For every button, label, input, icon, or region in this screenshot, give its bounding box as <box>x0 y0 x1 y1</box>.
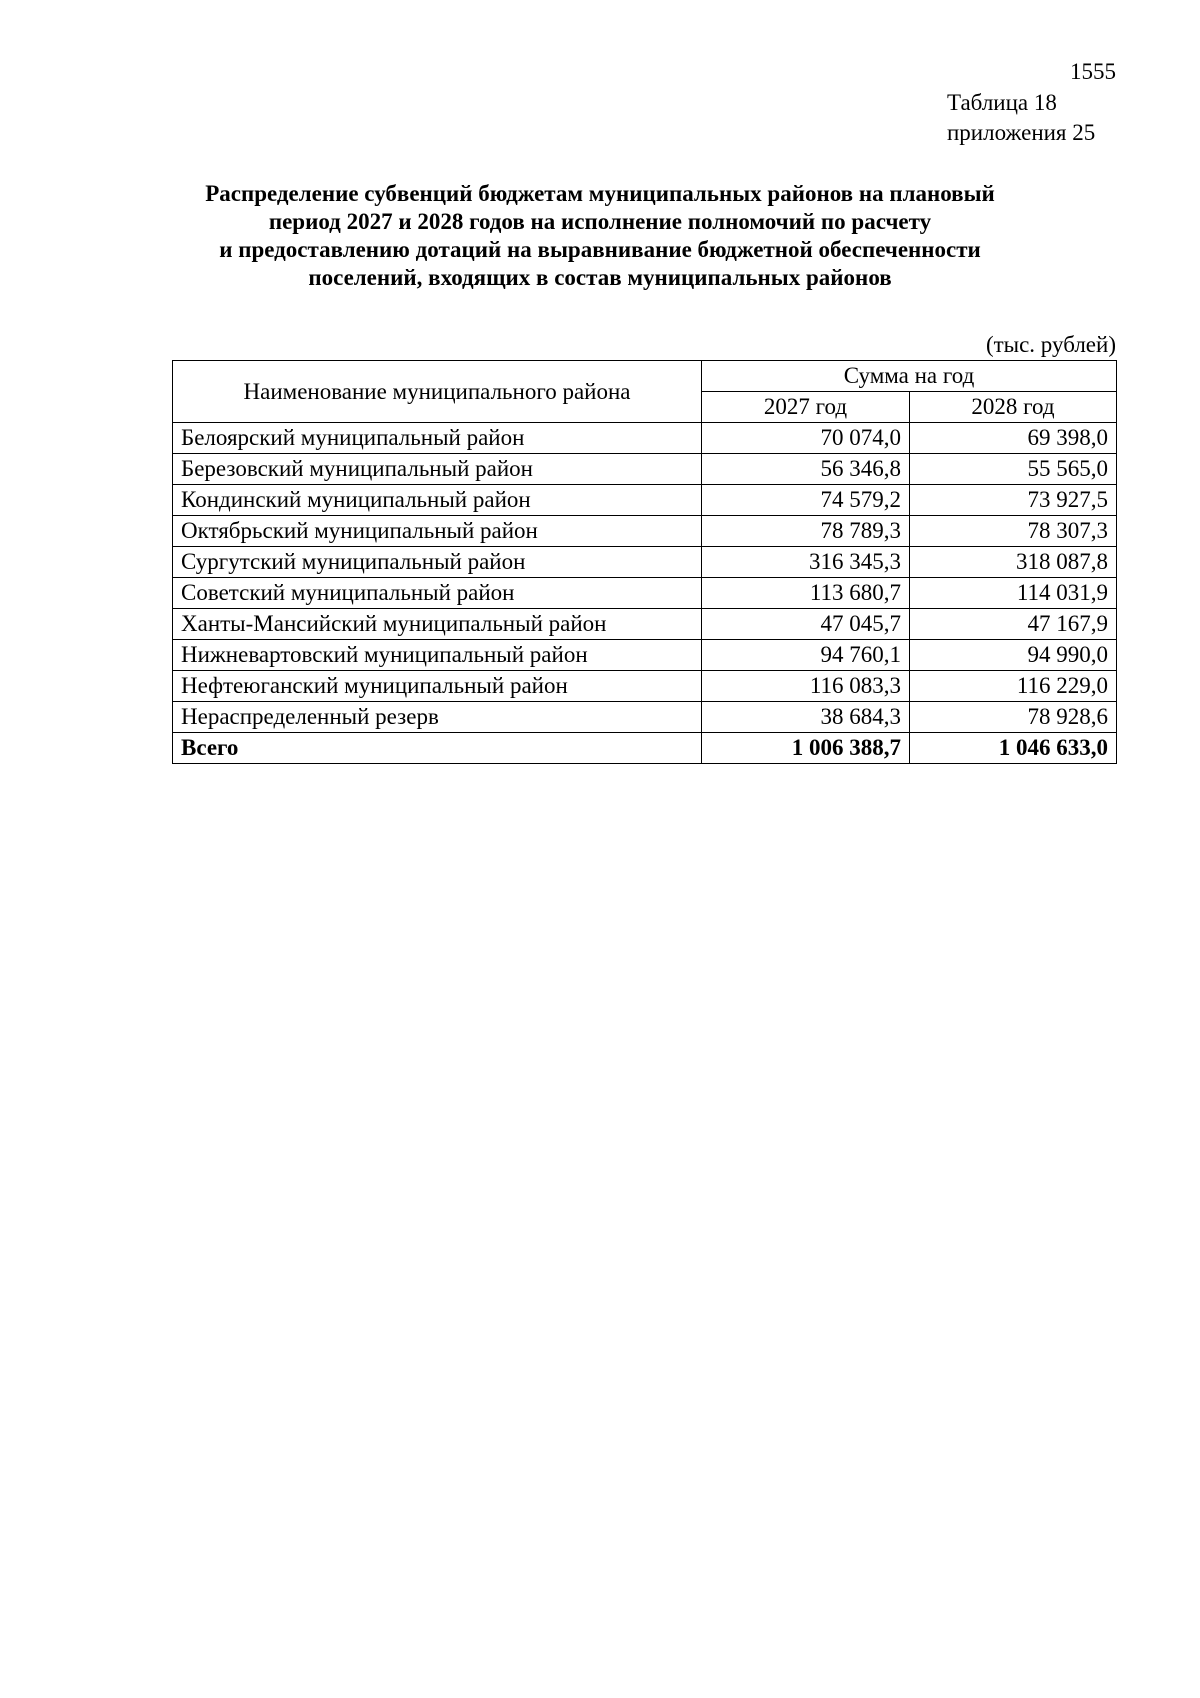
table-total-row <box>173 733 1117 764</box>
district-name-cell: Нераспределенный резерв <box>173 702 702 733</box>
table-reference <box>947 88 1095 148</box>
district-name-cell: Ханты-Мансийский муниципальный район <box>173 609 702 640</box>
value-2027-cell: 74 579,2 <box>702 485 910 516</box>
column-header-2028: 2028 год <box>910 392 1117 423</box>
column-header-district: Наименование муниципального района <box>173 361 702 423</box>
page-number: 1555 <box>1070 59 1116 84</box>
table-row <box>173 516 1117 547</box>
table-row <box>173 702 1117 733</box>
value-2028-cell: 94 990,0 <box>910 640 1117 671</box>
column-header-sum: Сумма на год <box>702 361 1117 392</box>
table-row <box>173 423 1117 454</box>
value-2028-cell: 78 307,3 <box>910 516 1117 547</box>
units-label: (тыс. рублей) <box>985 332 1116 357</box>
table-row <box>173 578 1117 609</box>
table-header-row <box>173 361 1117 392</box>
value-2028-cell: 318 087,8 <box>910 547 1117 578</box>
value-2028-cell: 114 031,9 <box>910 578 1117 609</box>
table-row <box>173 454 1117 485</box>
table-row <box>173 485 1117 516</box>
table-row <box>173 609 1117 640</box>
table-ref-label: Таблица 18 <box>947 90 1057 115</box>
district-name-cell: Кондинский муниципальный район <box>173 485 702 516</box>
value-2027-cell: 47 045,7 <box>702 609 910 640</box>
district-name-cell: Советский муниципальный район <box>173 578 702 609</box>
value-2028-cell: 47 167,9 <box>910 609 1117 640</box>
value-2028-cell: 69 398,0 <box>910 423 1117 454</box>
value-2027-cell: 56 346,8 <box>702 454 910 485</box>
value-2028-cell: 55 565,0 <box>910 454 1117 485</box>
column-header-2027: 2027 год <box>702 392 910 423</box>
value-2027-cell: 113 680,7 <box>702 578 910 609</box>
value-2028-cell: 78 928,6 <box>910 702 1117 733</box>
table-row <box>173 640 1117 671</box>
value-2028-cell: 73 927,5 <box>910 485 1117 516</box>
district-name-cell: Сургутский муниципальный район <box>173 547 702 578</box>
title-line: период 2027 и 2028 годов на исполнение полномочий по расчету <box>268 209 932 234</box>
table-row <box>173 547 1117 578</box>
value-2027-cell: 38 684,3 <box>702 702 910 733</box>
title-line: Распределение субвенций бюджетам муниципальных районов на плановый <box>205 181 995 206</box>
title-line: поселений, входящих в состав муниципальных районов <box>308 265 892 290</box>
district-name-cell: Белоярский муниципальный район <box>173 423 702 454</box>
document-title <box>150 180 1050 292</box>
value-2027-cell: 78 789,3 <box>702 516 910 547</box>
table-row <box>173 671 1117 702</box>
title-line: и предоставлению дотаций на выравнивание бюджетной обеспеченности <box>219 237 981 262</box>
district-name-cell: Октябрьский муниципальный район <box>173 516 702 547</box>
district-name-cell: Нефтеюганский муниципальный район <box>173 671 702 702</box>
district-name-cell: Нижневартовский муниципальный район <box>173 640 702 671</box>
appendix-ref-label: приложения 25 <box>947 120 1096 145</box>
total-2028-cell: 1 046 633,0 <box>910 733 1117 764</box>
value-2027-cell: 94 760,1 <box>702 640 910 671</box>
value-2027-cell: 316 345,3 <box>702 547 910 578</box>
value-2027-cell: 116 083,3 <box>702 671 910 702</box>
total-label-cell: Всего <box>173 733 702 764</box>
value-2027-cell: 70 074,0 <box>702 423 910 454</box>
district-name-cell: Березовский муниципальный район <box>173 454 702 485</box>
subvention-table <box>172 360 1117 764</box>
total-2027-cell: 1 006 388,7 <box>702 733 910 764</box>
value-2028-cell: 116 229,0 <box>910 671 1117 702</box>
